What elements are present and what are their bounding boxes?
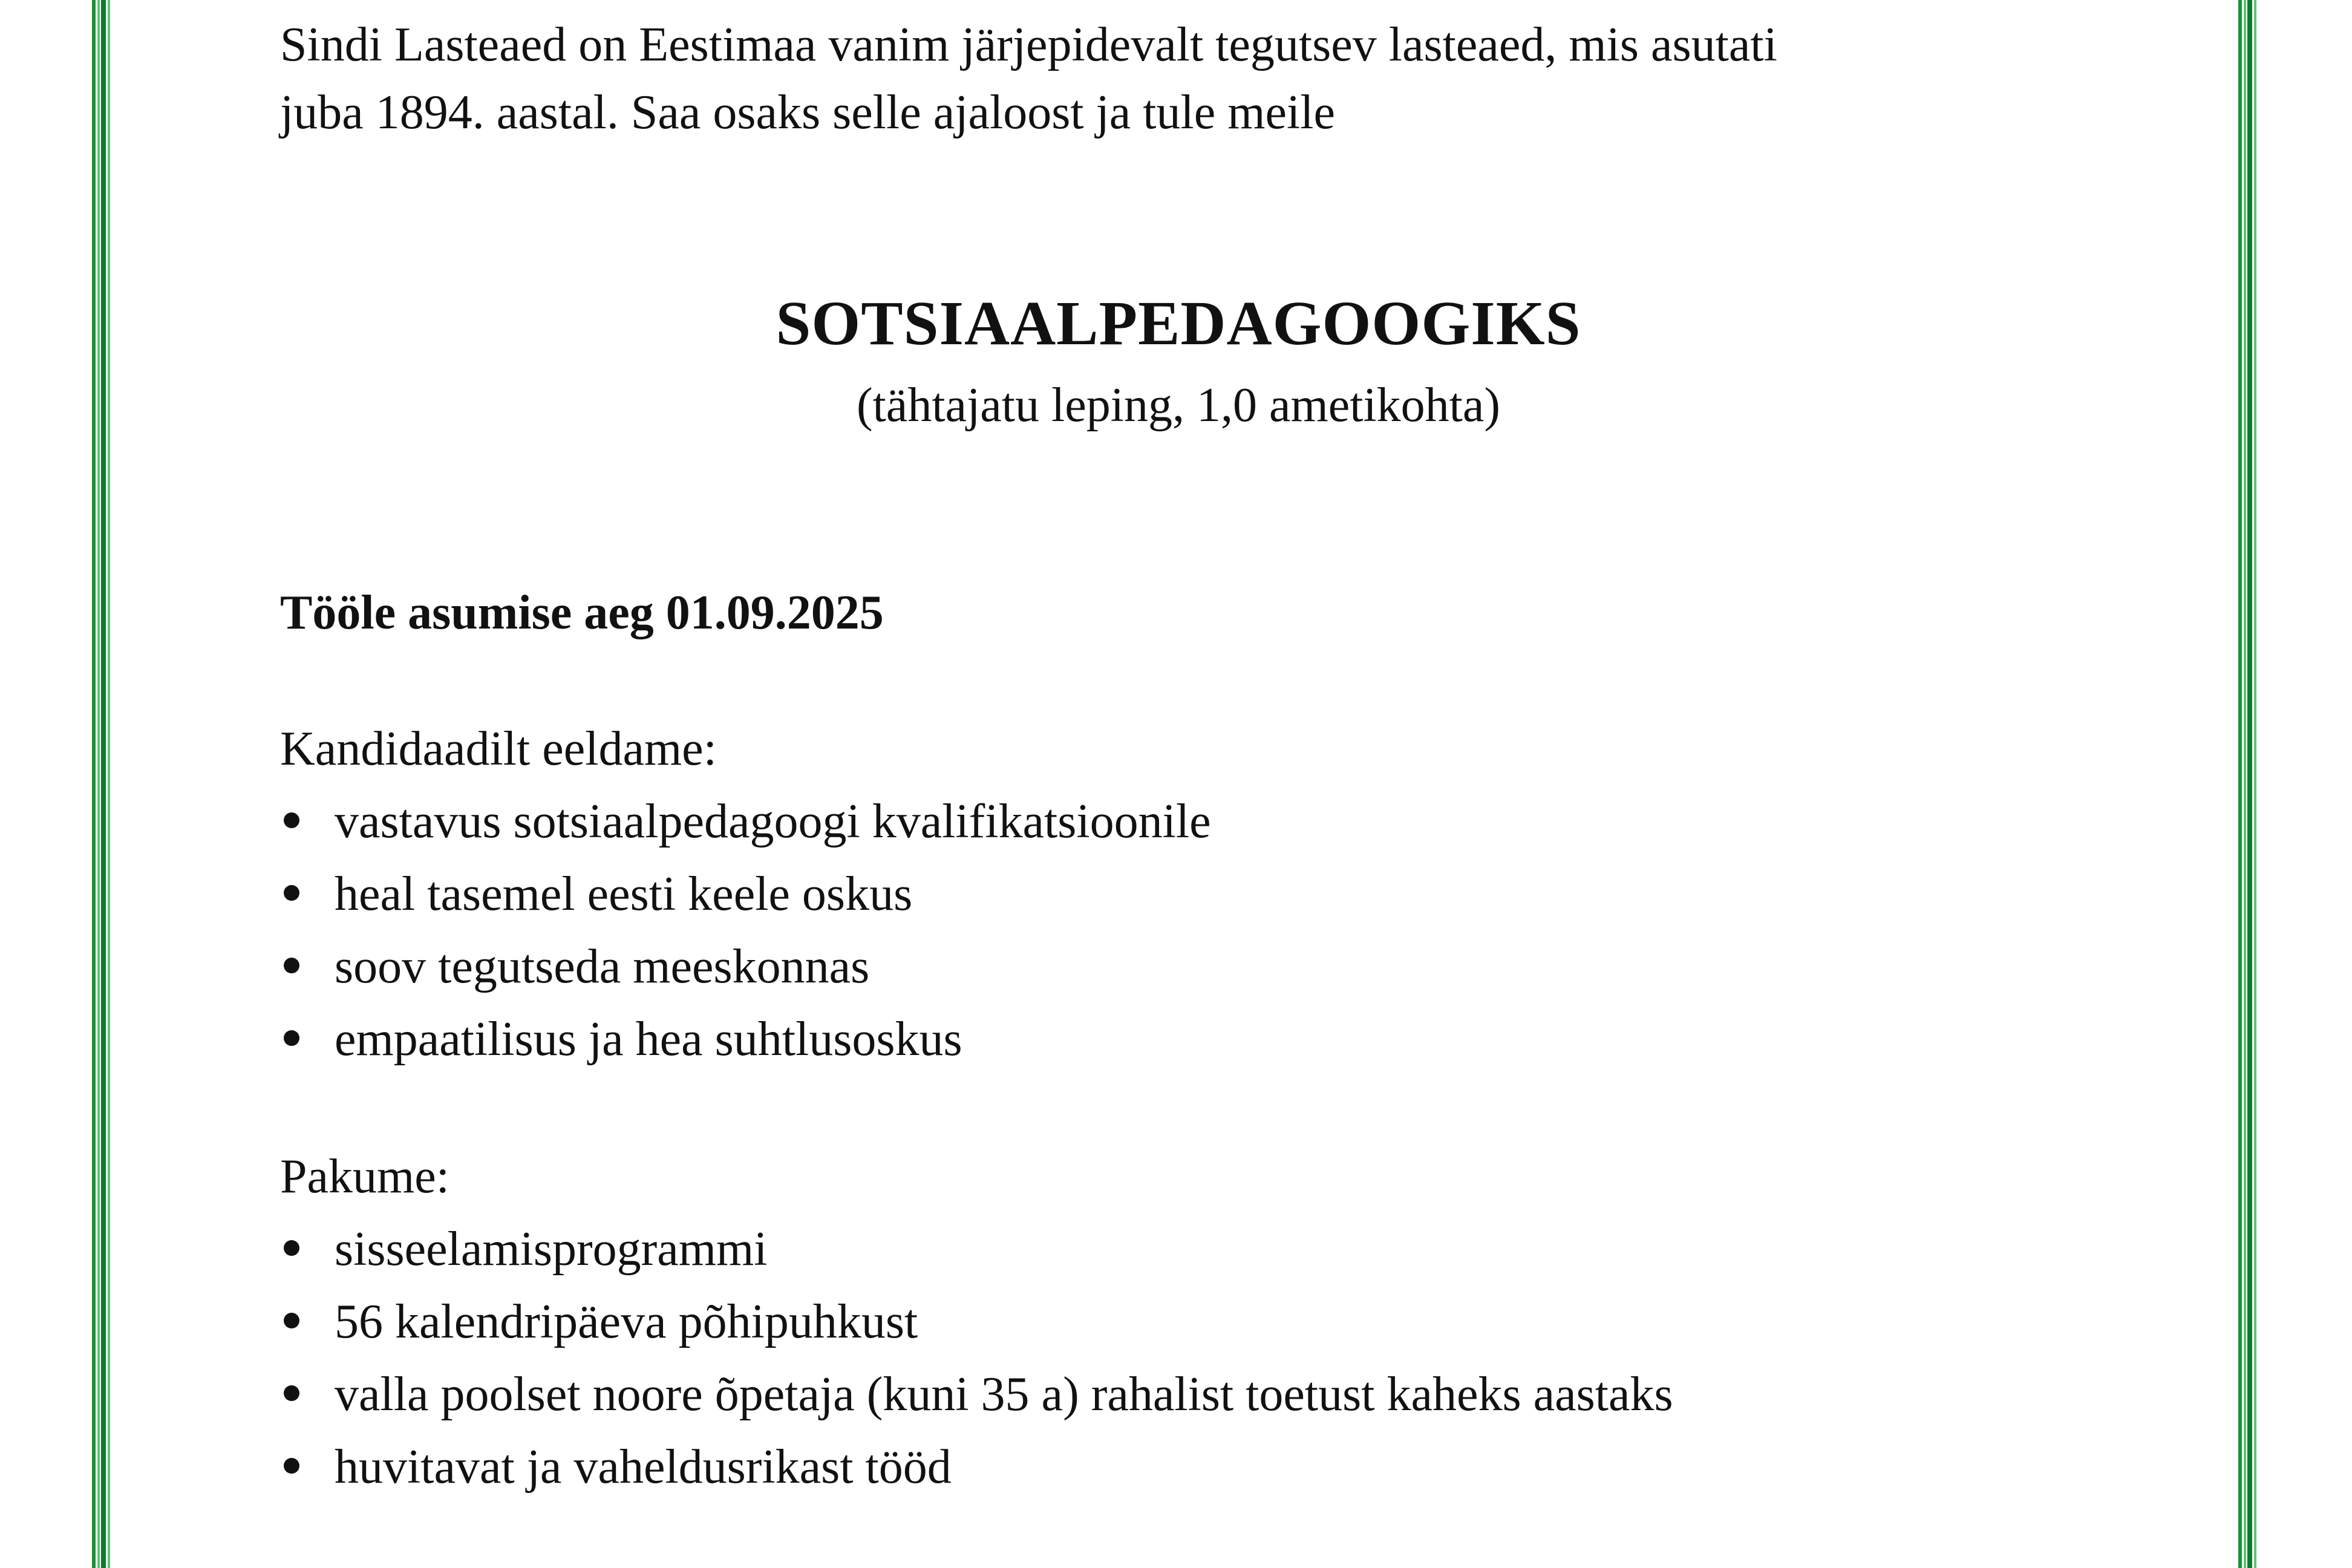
requirement-text: heal tasemel eesti keele oskus — [335, 867, 913, 921]
bullet-icon — [284, 1385, 299, 1401]
bullet-icon — [284, 1240, 299, 1256]
bullet-icon — [284, 1313, 299, 1328]
list-item — [280, 1289, 1673, 1361]
requirement-text: empaatilisus ja hea suhtlusoskus — [335, 1013, 962, 1066]
requirements-list — [280, 788, 1211, 1079]
bullet-icon — [284, 1030, 299, 1046]
requirement-text: vastavus sotsiaalpedagoogi kvalifikatsioonile — [335, 795, 1211, 848]
list-item — [280, 1434, 1673, 1506]
list-item — [280, 861, 1211, 933]
offer-text: huvitavat ja vaheldusrikast tööd — [335, 1440, 952, 1494]
position-title: SOTSIAALPEDAGOOGIKS — [776, 289, 1581, 358]
bullet-icon — [284, 958, 299, 973]
offers-list — [280, 1216, 1673, 1506]
bullet-icon — [284, 812, 299, 828]
requirements-label: Kandidaadilt eeldame: — [280, 722, 717, 776]
offer-text: 56 kalendripäeva põhipuhkust — [335, 1295, 918, 1348]
right-border-decoration — [2238, 0, 2256, 1568]
list-item — [280, 788, 1211, 861]
list-item — [280, 933, 1211, 1006]
start-date: Tööle asumise aeg 01.09.2025 — [280, 586, 884, 639]
intro-line-1: Sindi Lasteaed on Eestimaa vanim järjepidevalt tegutsev lasteaed, mis asutati — [280, 18, 1777, 71]
left-border-decoration — [92, 0, 110, 1568]
bullet-icon — [284, 885, 299, 901]
list-item — [280, 1006, 1211, 1079]
requirement-text: soov tegutseda meeskonnas — [335, 940, 870, 993]
offer-text: valla poolset noore õpetaja (kuni 35 a) rahalist toetust kaheks aastaks — [335, 1368, 1673, 1421]
list-item — [280, 1361, 1673, 1434]
position-subtitle: (tähtajatu leping, 1,0 ametikohta) — [856, 379, 1501, 432]
intro-paragraph — [280, 11, 2125, 146]
intro-line-2: juba 1894. aastal. Saa osaks selle ajaloost ja tule meile — [280, 86, 1335, 139]
list-item — [280, 1216, 1673, 1289]
offers-label: Pakume: — [280, 1150, 449, 1203]
offer-text: sisseelamisprogrammi — [335, 1223, 768, 1276]
bullet-icon — [284, 1458, 299, 1474]
